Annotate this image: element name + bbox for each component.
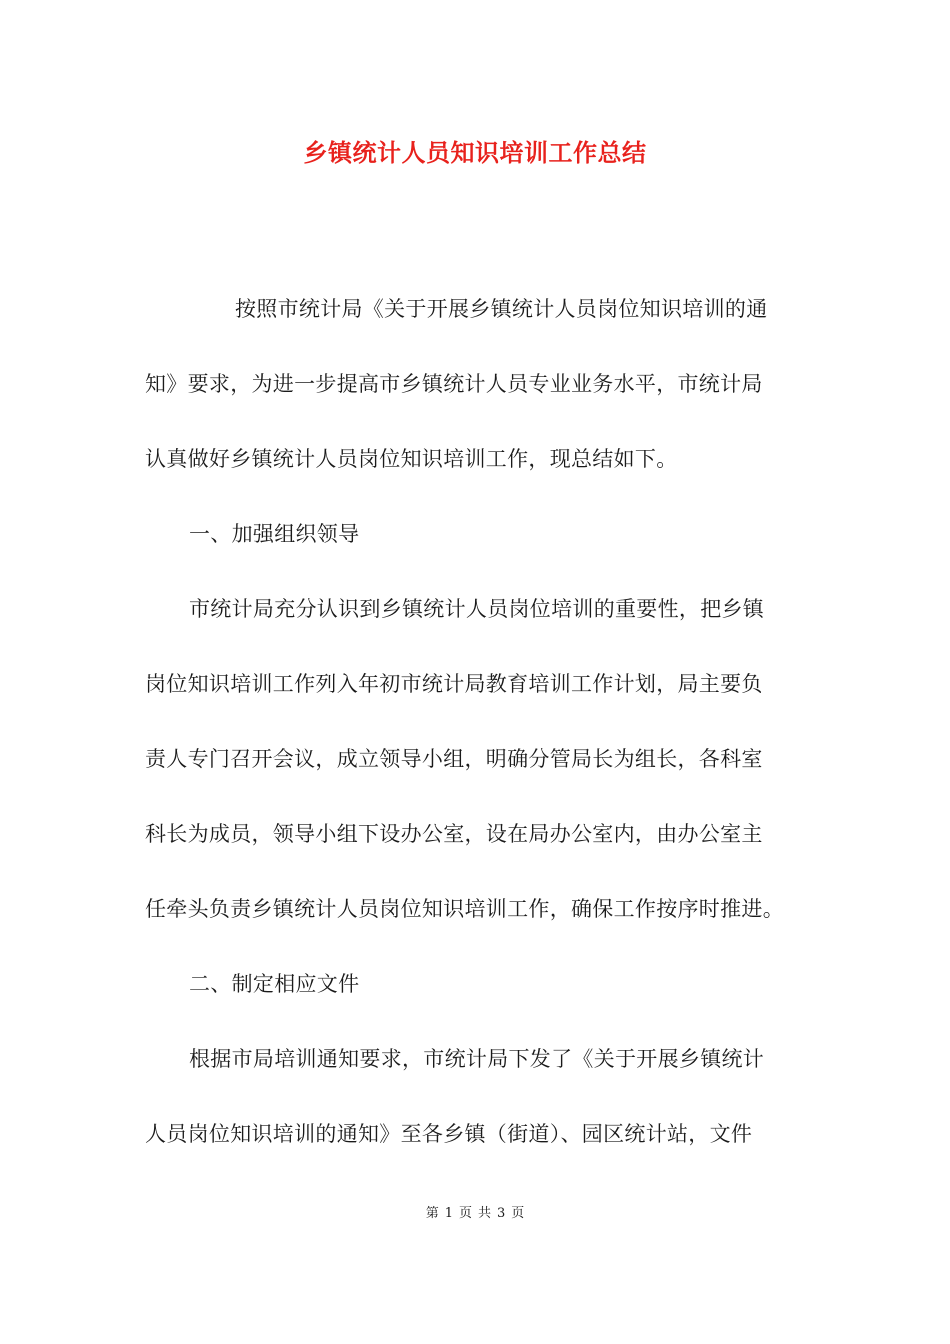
total-pages-number: 3 — [497, 1206, 506, 1221]
section-heading: 一、加强组织领导 — [189, 522, 360, 546]
footer-word: 页 — [458, 1206, 472, 1221]
paragraph-line: 人员岗位知识培训的通知》至各乡镇（街道）、园区统计站，文件 — [145, 1122, 753, 1146]
footer-word: 页 — [511, 1206, 525, 1221]
paragraph-line: 按照市统计局《关于开展乡镇统计人员岗位知识培训的通 — [235, 297, 768, 321]
paragraph-line: 市统计局充分认识到乡镇统计人员岗位培训的重要性，把乡镇 — [189, 597, 765, 621]
current-page-number: 1 — [444, 1206, 453, 1221]
page-footer — [0, 1204, 950, 1224]
paragraph-line: 知》要求，为进一步提高市乡镇统计人员专业业务水平，市统计局 — [145, 372, 763, 396]
footer-word: 共 — [478, 1206, 492, 1221]
paragraph-line: 责人专门召开会议，成立领导小组，明确分管局长为组长，各科室 — [145, 747, 763, 771]
paragraph-line: 科长为成员，领导小组下设办公室，设在局办公室内，由办公室主 — [145, 822, 763, 846]
paragraph-line: 岗位知识培训工作列入年初市统计局教育培训工作计划，局主要负 — [145, 672, 763, 696]
document-body — [145, 272, 805, 1172]
paragraph-line: 根据市局培训通知要求，市统计局下发了《关于开展乡镇统计 — [189, 1047, 765, 1071]
paragraph-line: 任牵头负责乡镇统计人员岗位知识培训工作，确保工作按序时推进。 — [145, 897, 784, 921]
paragraph-line: 认真做好乡镇统计人员岗位知识培训工作，现总结如下。 — [145, 447, 678, 471]
section-heading: 二、制定相应文件 — [189, 972, 360, 996]
footer-word: 第 — [425, 1206, 439, 1221]
document-title: 乡镇统计人员知识培训工作总结 — [303, 139, 647, 167]
